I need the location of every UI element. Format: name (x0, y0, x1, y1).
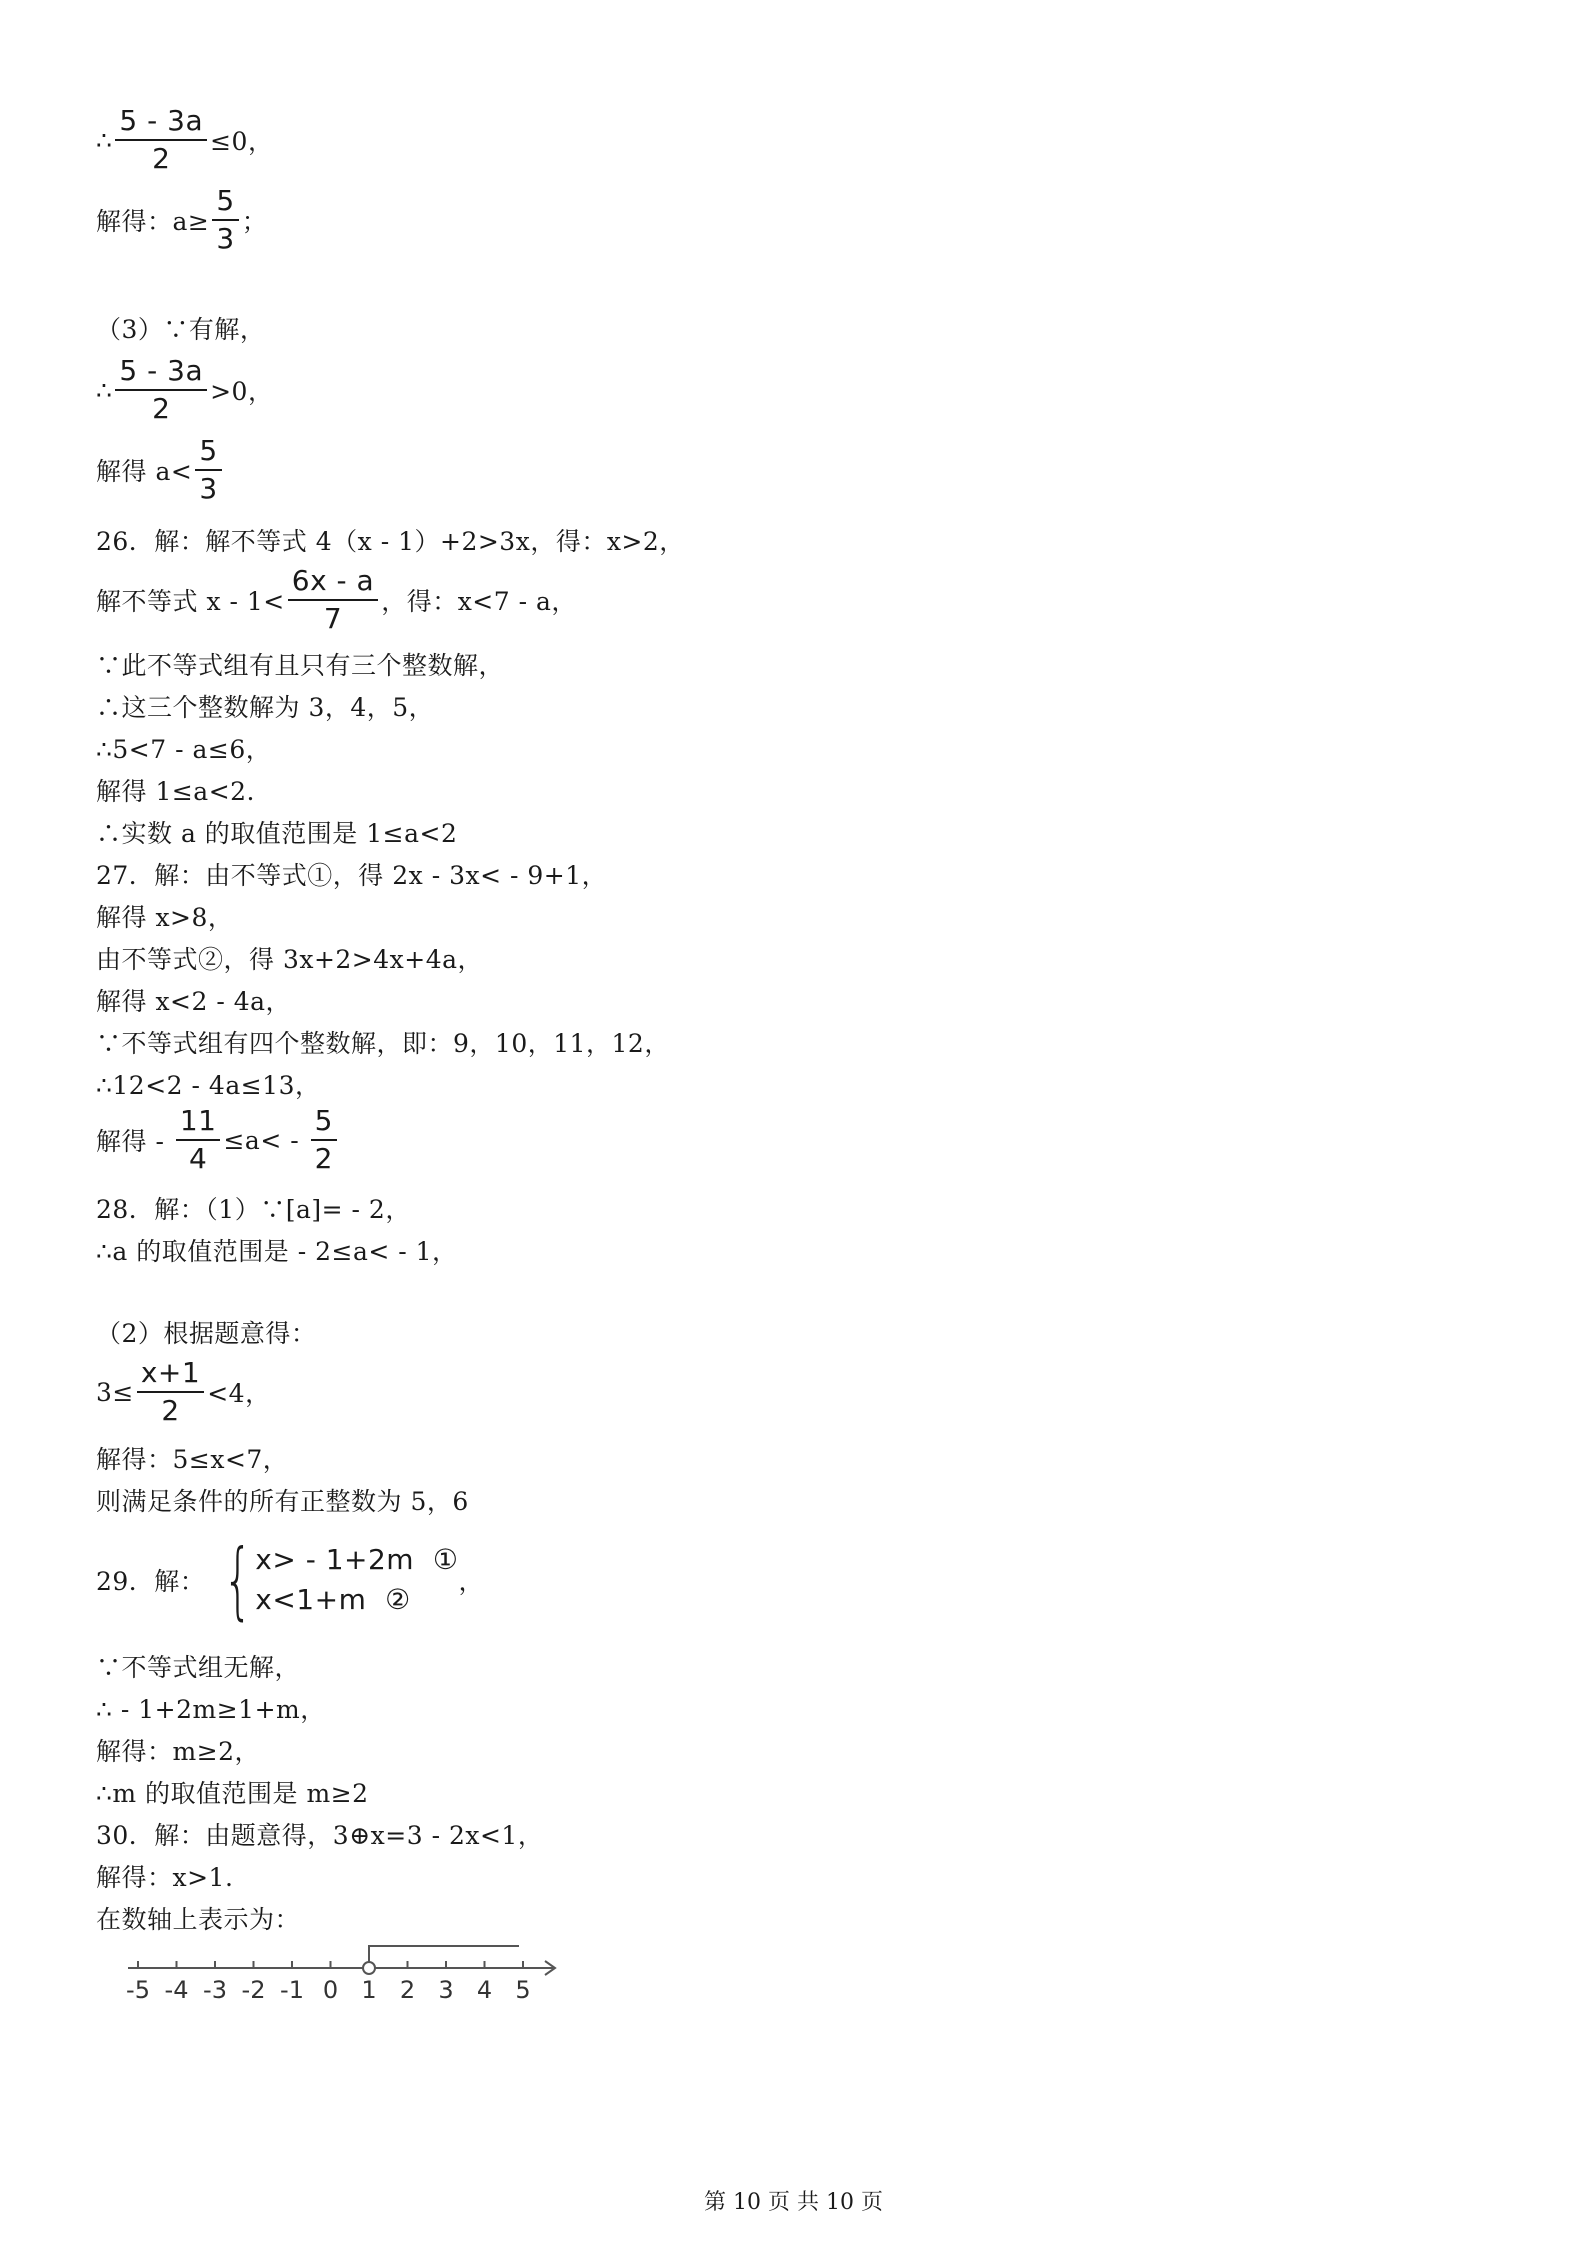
line-text: 30．解：由题意得，3⊕x=3 - 2x<1， (96, 1821, 544, 1850)
solution-line (96, 1310, 316, 1354)
solution-line (96, 1436, 288, 1480)
solution-line (96, 1896, 300, 1940)
denominator: 7 (323, 602, 343, 635)
line-text: 解得：x>1. (96, 1863, 234, 1892)
line-text: 解得：m≥2， (96, 1737, 261, 1766)
solution-line (96, 642, 504, 686)
tick-label: -3 (203, 1976, 227, 2004)
solution-line (96, 518, 685, 562)
fraction (311, 1104, 337, 1175)
line-text: 解得：a≥ (96, 207, 210, 236)
line-text: ∵不等式组有四个整数解，即：9，10，11，12， (96, 1029, 670, 1058)
line-text: ≤a< - (223, 1125, 308, 1155)
line-text: 27．解：由不等式①，得 2x - 3x< - 9+1， (96, 861, 608, 890)
solution-line (96, 1062, 320, 1106)
numerator: 5 - 3a (115, 107, 207, 141)
numerator: 5 (195, 437, 221, 471)
solution-line (96, 1020, 670, 1064)
tick-label: -5 (126, 1976, 150, 2004)
numerator: 5 (311, 1107, 337, 1141)
solution-line (96, 564, 577, 635)
line-text: 29．解： (96, 1567, 206, 1596)
solution-line (96, 1478, 469, 1522)
denominator: 2 (152, 392, 171, 425)
solution-line (96, 104, 274, 175)
line-text: ≤0， (210, 127, 274, 156)
fraction (288, 564, 378, 635)
open-point (363, 1962, 375, 1974)
line-text: 解得 x<2 - 4a， (96, 987, 292, 1016)
solution-line (96, 726, 271, 770)
denominator: 2 (314, 1142, 333, 1175)
tick-label: -2 (241, 1976, 266, 2004)
solution-line (96, 1728, 260, 1772)
line-text: 3≤ (96, 1377, 134, 1407)
solution-line (96, 1812, 543, 1856)
line-text: ∴a 的取值范围是 - 2≤a< - 1， (96, 1237, 458, 1266)
tick-label: 0 (322, 1976, 339, 2004)
line-text: 解得：5≤x<7， (96, 1445, 289, 1474)
solution-line (96, 936, 483, 980)
denominator: 2 (161, 1394, 180, 1427)
solution-line (96, 1228, 458, 1272)
denominator: 3 (199, 472, 218, 505)
solution-line (96, 1854, 233, 1898)
fraction (115, 104, 207, 175)
line-text: 26．解：解不等式 4（x - 1）+2>3x，得：x>2， (96, 527, 685, 556)
line-text: ， (458, 1567, 484, 1596)
solution-line (96, 810, 457, 854)
solution-line (96, 978, 291, 1022)
line-text: （2）根据题意得： (96, 1319, 317, 1348)
line-text: ∴ (96, 375, 113, 405)
line-text: ∴5<7 - a≤6， (96, 735, 272, 764)
line-text: 28．解：（1）∵[a]= - 2， (96, 1195, 411, 1224)
line-text: 解得 x>8， (96, 903, 234, 932)
fraction (115, 354, 207, 425)
inequality-system (211, 1531, 459, 1629)
numerator: x+1 (137, 1359, 204, 1393)
solution-line (96, 684, 434, 728)
line-text: 解得 - (96, 1127, 173, 1156)
line-text: ∵此不等式组有且只有三个整数解， (96, 651, 505, 680)
solution-line (96, 184, 268, 255)
line-text: <4， (207, 1379, 271, 1408)
numerator: 6x - a (288, 567, 378, 601)
tick-label: 5 (515, 1976, 531, 2004)
fraction (195, 434, 221, 505)
tick-label: 2 (399, 1976, 416, 2004)
fraction (137, 1356, 204, 1427)
tick-label: -4 (164, 1976, 189, 2004)
line-text: 解得 a< (96, 457, 193, 486)
denominator: 3 (216, 222, 235, 255)
tick-label: 4 (476, 1976, 493, 2004)
system-row: x> - 1+2m ① (255, 1543, 459, 1576)
line-text: ∴ - 1+2m≥1+m， (96, 1695, 326, 1724)
tick-label: 3 (438, 1976, 454, 2004)
brace-icon: { (223, 1531, 254, 1629)
numerator: 5 (212, 187, 238, 221)
solution-line (96, 1104, 340, 1175)
solution-line (96, 1356, 271, 1427)
line-text: >0， (210, 377, 274, 406)
solution-line (96, 1531, 484, 1629)
line-text: 在数轴上表示为： (96, 1905, 301, 1934)
line-text: ∵不等式组无解， (96, 1653, 301, 1682)
solution-line (96, 434, 225, 505)
solution-line (96, 1186, 411, 1230)
numerator: 5 - 3a (115, 357, 207, 391)
line-text: ； (241, 207, 268, 236)
denominator: 4 (189, 1142, 208, 1175)
solution-line (96, 1644, 300, 1688)
solution-line (96, 1686, 326, 1730)
solution-ray (369, 1946, 519, 1964)
number-line (118, 1940, 578, 2020)
line-text: ∴这三个整数解为 3，4，5， (96, 693, 435, 722)
line-text: ∴ (96, 125, 113, 155)
line-text: （3）∵有解， (96, 315, 266, 344)
solution-line (96, 894, 233, 938)
line-text: ∴12<2 - 4a≤13， (96, 1071, 321, 1100)
tick-label: 1 (361, 1976, 377, 2004)
line-text: 由不等式②，得 3x+2>4x+4a， (96, 945, 484, 974)
system-row: x<1+m ② (255, 1583, 411, 1616)
line-text: ，得：x<7 - a， (381, 587, 577, 616)
line-text: ∴实数 a 的取值范围是 1≤a<2 (96, 819, 458, 848)
solution-line (96, 852, 607, 896)
solution-line (96, 768, 255, 812)
solution-line (96, 306, 265, 350)
line-text: ∴m 的取值范围是 m≥2 (96, 1779, 369, 1808)
tick-label: -1 (280, 1976, 304, 2004)
line-text: 则满足条件的所有正整数为 5，6 (96, 1487, 469, 1516)
page-footer: 第 10 页 共 10 页 (704, 2190, 883, 2215)
line-text: 解得 1≤a<2. (96, 777, 256, 806)
line-text: 解不等式 x - 1< (96, 587, 285, 616)
fraction (212, 184, 238, 255)
solution-line (96, 354, 274, 425)
solution-line (96, 1770, 369, 1814)
denominator: 2 (152, 142, 171, 175)
fraction (176, 1104, 221, 1175)
numerator: 11 (176, 1107, 221, 1141)
